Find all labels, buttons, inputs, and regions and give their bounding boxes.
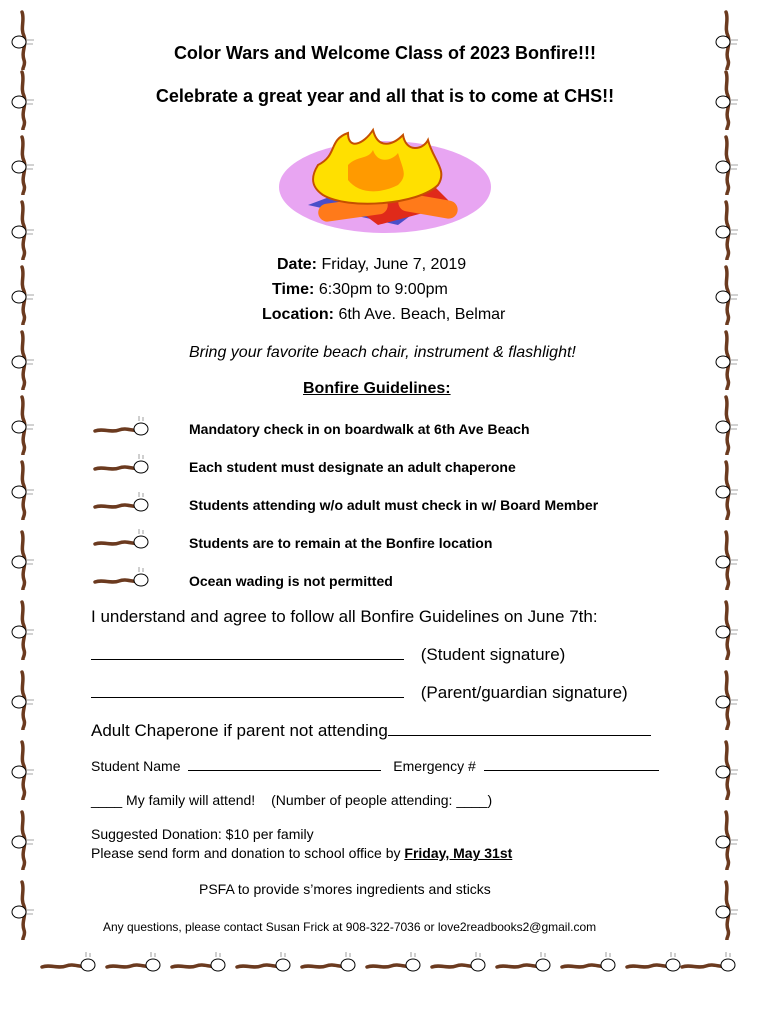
guideline-item: Mandatory check in on boardwalk at 6th Ave Beach — [189, 421, 530, 437]
emergency-label: Emergency # — [393, 758, 476, 774]
location-line: Location: 6th Ave. Beach, Belmar — [262, 306, 506, 323]
marshmallow-stick-icon — [93, 527, 158, 557]
student-signature-field[interactable] — [91, 659, 404, 660]
student-name-field[interactable] — [188, 770, 381, 771]
family-attend-text: My family will attend! — [126, 792, 256, 808]
event-date: Friday, June 7, 2019 — [321, 256, 467, 273]
psfa-note: PSFA to provide s’mores ingredients and sticks — [199, 881, 491, 897]
donation-line: Suggested Donation: $10 per family — [91, 826, 314, 842]
marshmallow-stick-icon — [93, 452, 158, 482]
student-name-label: Student Name — [91, 758, 181, 774]
guideline-item: Students attending w/o adult must check in w/ Board Member — [189, 497, 599, 513]
send-deadline: Friday, May 31st — [404, 845, 513, 861]
page-title: Color Wars and Welcome Class of 2023 Bonfire!!! — [173, 43, 597, 63]
student-name-row — [91, 758, 659, 774]
chaperone-label: Adult Chaperone if parent not attending — [91, 721, 388, 740]
parent-signature-field[interactable] — [91, 697, 404, 698]
marshmallow-stick-icon — [93, 414, 158, 444]
parent-signature-label: (Parent/guardian signature) — [420, 683, 628, 702]
people-count-text: (Number of people attending: ____) — [271, 792, 493, 808]
bonfire-icon — [278, 125, 493, 235]
guideline-item: Students are to remain at the Bonfire location — [189, 535, 493, 551]
student-signature-label: (Student signature) — [420, 645, 566, 664]
guidelines-heading: Bonfire Guidelines: — [303, 380, 451, 397]
family-attend-row — [91, 792, 492, 808]
date-line: Date: Friday, June 7, 2019 — [277, 256, 467, 273]
bottom-border — [40, 945, 740, 985]
emergency-field[interactable] — [484, 770, 659, 771]
left-border — [8, 10, 48, 960]
agree-statement: I understand and agree to follow all Bonfire Guidelines on June 7th: — [91, 607, 598, 626]
event-location: 6th Ave. Beach, Belmar — [338, 306, 506, 323]
chaperone-row — [91, 721, 651, 741]
guideline-item: Each student must designate an adult chaperone — [189, 459, 516, 475]
bring-note: Bring your favorite beach chair, instrument & flashlight! — [189, 344, 576, 361]
page-subtitle: Celebrate a great year and all that is to come at CHS!! — [155, 86, 615, 106]
contact-line: Any questions, please contact Susan Frick at 908-322-7036 or love2readbooks2@gmail.com — [103, 920, 597, 934]
parent-signature-row — [91, 683, 628, 703]
student-signature-row — [91, 645, 565, 665]
marshmallow-stick-icon — [93, 565, 158, 595]
event-time: 6:30pm to 9:00pm — [318, 281, 448, 298]
right-border — [712, 10, 752, 960]
time-line: Time: 6:30pm to 9:00pm — [272, 281, 448, 298]
family-attend-blank[interactable]: ____ — [91, 792, 123, 808]
marshmallow-stick-icon — [93, 490, 158, 520]
chaperone-field[interactable] — [388, 735, 651, 736]
send-form-line: Please send form and donation to school office by Friday, May 31st — [91, 845, 513, 861]
guideline-item: Ocean wading is not permitted — [189, 573, 393, 589]
